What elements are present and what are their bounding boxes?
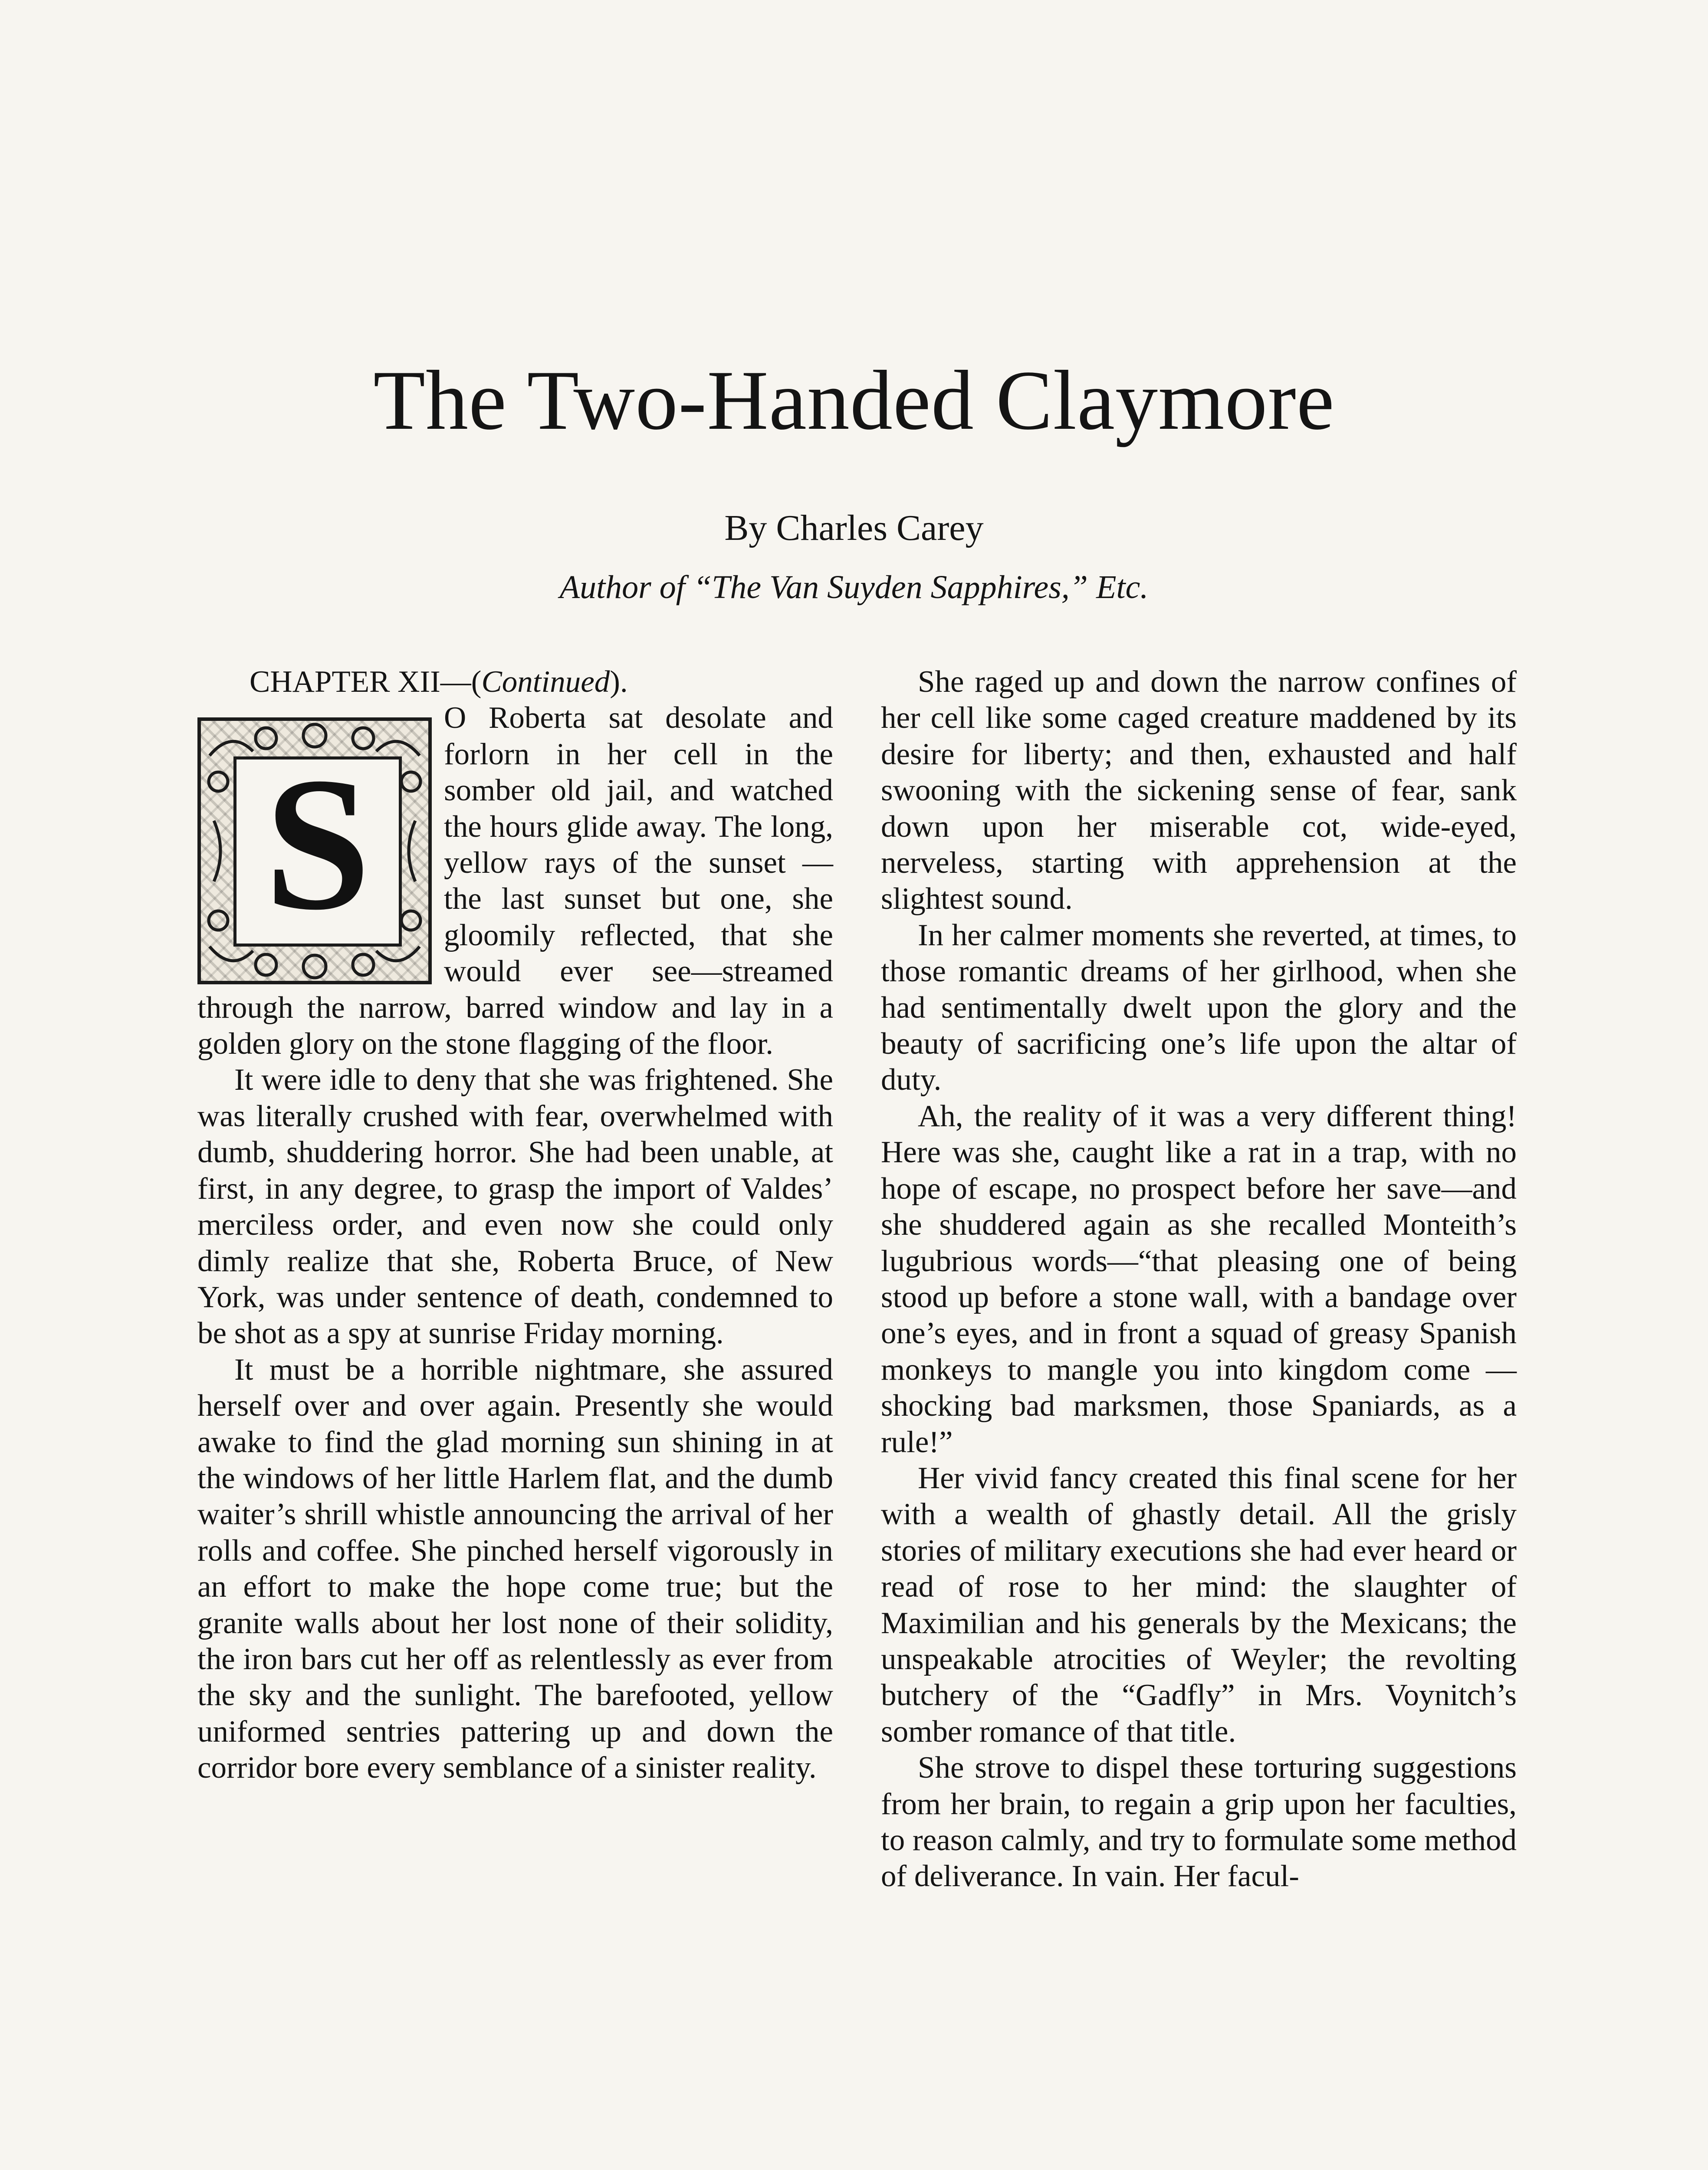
chapter-label: CHAPTER XII—( [250, 665, 482, 699]
byline: By Charles Carey [724, 508, 984, 548]
paragraph: Her vivid fancy created this final scene for her with a wealth of ghastly detail. All the grisly stories of military executions she had ever heard or read of rose to her mind: the slaughter of Maximilian and his generals by the Mexicans; the unspeakable atrocities of Weyler; the revolting butchery of the “Gadfly” in Mrs. Voynitch’s somber romance of that title. [881, 1461, 1517, 1749]
paragraph: In her calmer moments she reverted, at times, to those romantic dreams of her girlhood, when she had sentimentally dwelt upon the glory and the beauty of sacrificing one’s life upon the altar of duty. [881, 918, 1517, 1097]
chapter-heading [197, 664, 833, 700]
left-column [197, 664, 833, 1786]
author-of-suffix: Etc. [1088, 569, 1149, 605]
paragraph: It were idle to deny that she was frightened. She was literally crushed with fear, overwhelmed with dumb, shuddering horror. She had been unable, at first, in any degree, to grasp the import of Valdes’ merciless order, and even now she could only dimly realize that she, Roberta Bruce, of New York, was under sentence of death, condemned to be shot as a spy at sunrise Friday morning. [197, 1063, 833, 1351]
article-title: The Two-Handed Claymore [373, 353, 1335, 447]
decorative-drop-cap [197, 717, 432, 984]
author-credit [0, 569, 1708, 606]
chapter-continued: Continued [481, 665, 610, 699]
chapter-close: ). [610, 665, 628, 699]
right-column [881, 664, 1517, 1895]
author-of-work: “The Van Suyden Sapphires,” [693, 569, 1088, 605]
paragraph: She strove to dispel these torturing suggestions from her brain, to regain a grip upon her faculties, to reason calmly, and try to formulate some method of deliverance. In vain. Her facul- [881, 1751, 1517, 1894]
paragraph: It must be a horrible nightmare, she assured herself over and over again. Presently she would awake to find the glad morning sun shining in at the windows of her little Harlem flat, and the dumb waiter’s shrill whistle announcing the arrival of her rolls and coffee. She pinched herself vigorously in an effort to make the hope come true; but the granite walls about her lost none of their solidity, the iron bars cut her off as relentlessly as ever from the sky and the sunlight. The barefooted, yellow uniformed sentries pattering up and down the corridor bore every semblance of a sinister reality. [197, 1352, 833, 1785]
paragraph: Ah, the reality of it was a very different thing! Here was she, caught like a rat in a trap, with no hope of escape, no prospect before her save—and she shuddered again as she recalled Monteith’s lugubrious words—“that pleasing one of being stood up before a stone wall, with a bandage over one’s eyes, and in front a squad of greasy Spanish monkeys to mangle you into kingdom come — shocking bad marksmen, those Spaniards, as a rule!” [881, 1099, 1517, 1459]
paragraph: O Roberta sat desolate and forlorn in her cell in the somber old jail, and watched the hours glide away. The long, yellow rays of the sunset — the last sunset but one, she gloomily reflected, that she would ever see—streamed through the narrow, barred window and lay in a golden glory on the stone flagging of the floor. [197, 701, 833, 1061]
drop-cap-letter: S [264, 738, 371, 950]
author-of-prefix: Author of [559, 569, 693, 605]
paragraph: She raged up and down the narrow confines of her cell like some caged creature maddened by its desire for liberty; and then, exhausted and half swooning with the sickening sense of fear, sank down upon her miserable cot, wide-eyed, nerveless, starting with apprehension at the slightest sound. [881, 665, 1517, 916]
